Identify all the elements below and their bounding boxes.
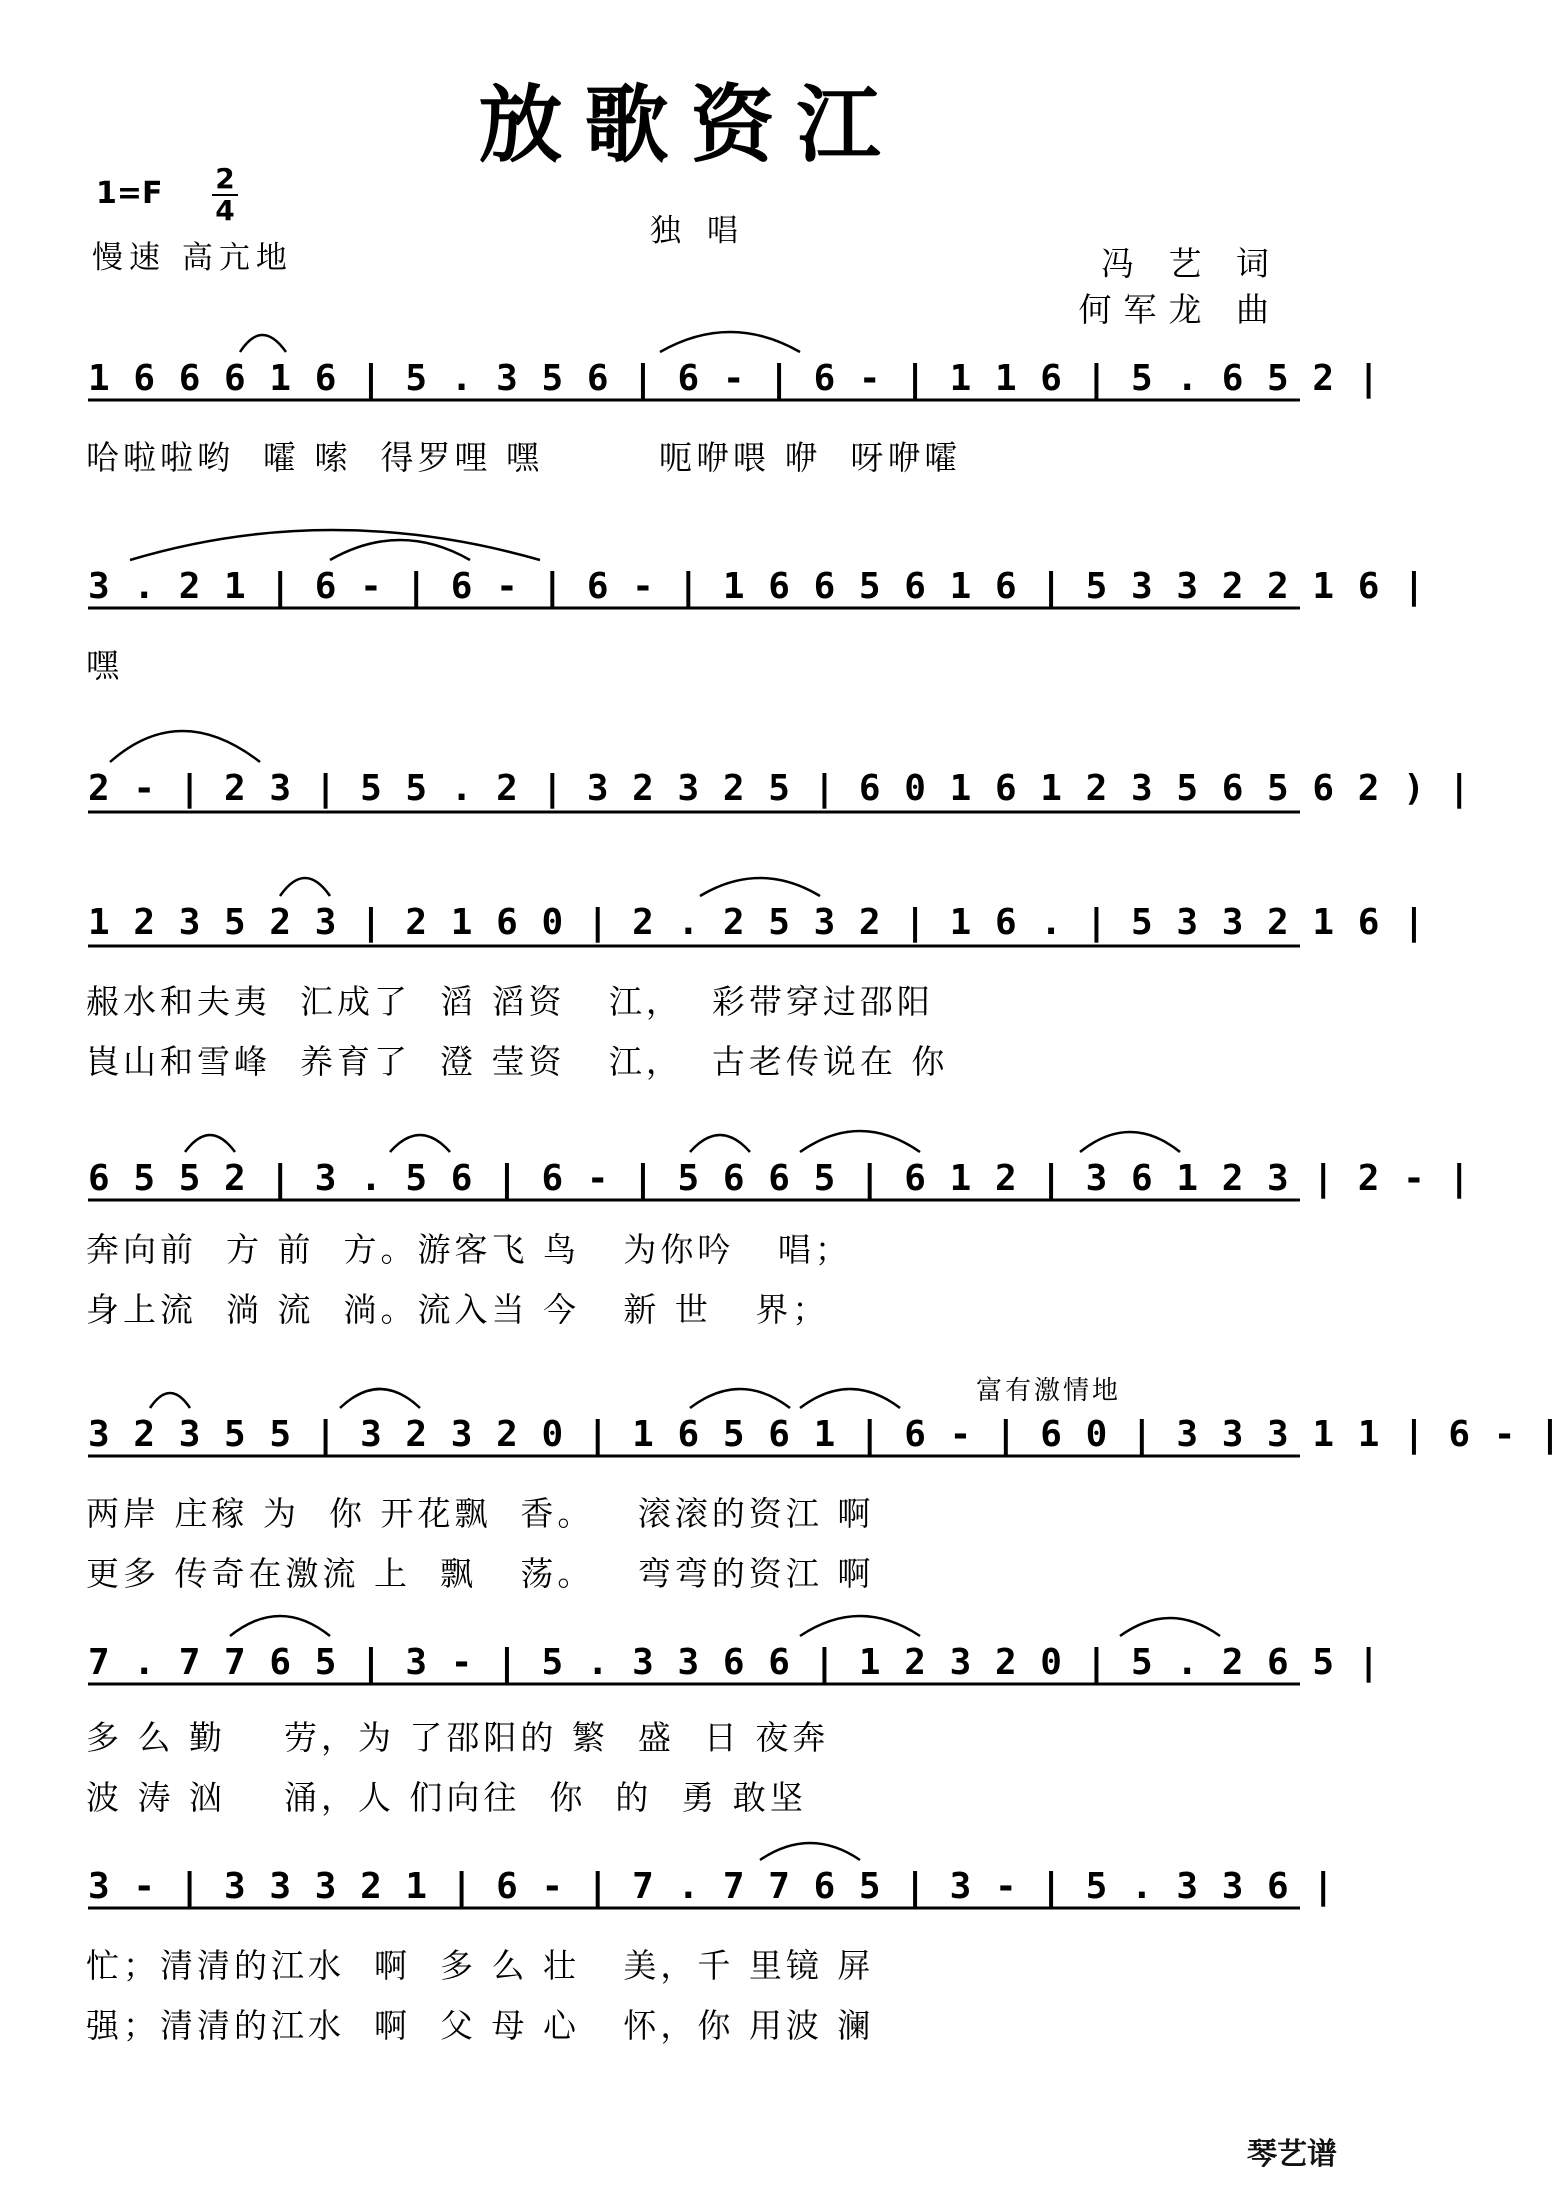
system-8-lyric-1: 忙；清清的江水 啊 多 么 壮 美，千 里镜 屏 [86, 1946, 875, 1985]
expression-marking: 富有激情地 [976, 1376, 1122, 1406]
system-6-lyric-1: 两岸 庄稼 为 你 开花飘 香。 滚滚的资江 啊 [86, 1494, 875, 1533]
slur-mark [800, 1389, 900, 1408]
slur-mark [800, 1131, 920, 1152]
system-5-notes: 6 5 5 2 | 3 . 5 6 | 6 - | 5 6 6 5 | 6 1 2 | 3 6 1 2 3 | 2 - | [88, 1158, 1472, 1199]
system-4-lyric-1: 赧水和夫夷 汇成了 滔 滔资 江， 彩带穿过邵阳 [86, 982, 934, 1021]
slur-mark [330, 540, 470, 560]
system-7-notes: 7 . 7 7 6 5 | 3 - | 5 . 3 3 6 6 | 1 2 3 2 0 | 5 . 2 6 5 | [88, 1642, 1381, 1683]
slur-mark [390, 1135, 450, 1152]
slur-mark [150, 1393, 190, 1408]
system-7-lyric-1: 多 么 勤 劳，为 了邵阳的 繁 盛 日 夜奔 [86, 1718, 830, 1757]
system-4-lyric-2: 崀山和雪峰 养育了 澄 莹资 江， 古老传说在 你 [86, 1042, 949, 1081]
slur-mark [240, 335, 286, 352]
lyricist-credit: 冯 艺 词 [1101, 244, 1281, 283]
site-logo: 琴艺谱 [1247, 2137, 1337, 2172]
system-6-notes: 3 2 3 5 5 | 3 2 3 2 0 | 1 6 5 6 1 | 6 - | 6 0 | 3 3 3 1 1 | 6 - | [88, 1414, 1562, 1455]
slur-mark [185, 1135, 235, 1152]
slur-mark [660, 332, 800, 352]
song-title: 放歌资江 [478, 75, 903, 174]
slur-mark [690, 1135, 750, 1152]
slur-mark [760, 1843, 860, 1860]
slur-mark [230, 1616, 330, 1636]
system-7-lyric-2: 波 涛 汹 涌，人 们向往 你 的 勇 敢坚 [86, 1778, 807, 1817]
system-1-notes: 1 6 6 6 1 6 | 5 . 3 5 6 | 6 - | 6 - | 1 1 6 | 5 . 6 5 2 | [88, 358, 1381, 399]
system-6-lyric-2: 更多 传奇在激流 上 飘 荡。 弯弯的资江 啊 [86, 1554, 875, 1593]
slur-mark [1120, 1618, 1220, 1636]
system-5-lyric-2: 身上流 淌 流 淌。流入当 今 新 世 界； [86, 1290, 830, 1329]
slur-mark [690, 1389, 790, 1408]
slur-mark [1080, 1132, 1180, 1152]
slur-mark [340, 1389, 420, 1408]
system-3-notes: 2 - | 2 3 | 5 5 . 2 | 3 2 3 2 5 | 6 0 1 6 1 2 3 5 6 5 6 2 ) | [88, 768, 1472, 809]
slur-mark [110, 731, 260, 762]
system-2-notes: 3 . 2 1 | 6 - | 6 - | 6 - | 1 6 6 5 6 1 6 | 5 3 3 2 2 1 6 | [88, 566, 1426, 607]
system-2-lyric-1: 嘿 [86, 646, 123, 685]
tempo-marking: 慢速 高亢地 [92, 240, 293, 276]
voice-type: 独唱 [650, 213, 764, 249]
system-8-notes: 3 - | 3 3 3 2 1 | 6 - | 7 . 7 7 6 5 | 3 - | 5 . 3 3 6 | [88, 1866, 1336, 1907]
slur-mark [280, 878, 330, 896]
key-signature: 1=F [96, 176, 163, 211]
time-signature-top: 2 [215, 162, 235, 195]
system-5-lyric-1: 奔向前 方 前 方。游客飞 鸟 为你吟 唱； [86, 1230, 852, 1269]
composer-credit: 何军龙 曲 [1078, 290, 1281, 329]
system-4-notes: 1 2 3 5 2 3 | 2 1 6 0 | 2 . 2 5 3 2 | 1 6 . | 5 3 3 2 1 6 | [88, 902, 1426, 943]
slur-mark [130, 530, 540, 560]
system-8-lyric-2: 强；清清的江水 啊 父 母 心 怀，你 用波 澜 [86, 2006, 875, 2045]
slur-mark [800, 1616, 920, 1636]
system-1-lyric-1: 哈啦啦哟 嚯 嗦 得罗哩 嘿 呃咿喂 咿 呀咿嚯 [86, 438, 962, 477]
slur-mark [700, 878, 820, 896]
time-signature-bottom: 4 [212, 194, 238, 226]
